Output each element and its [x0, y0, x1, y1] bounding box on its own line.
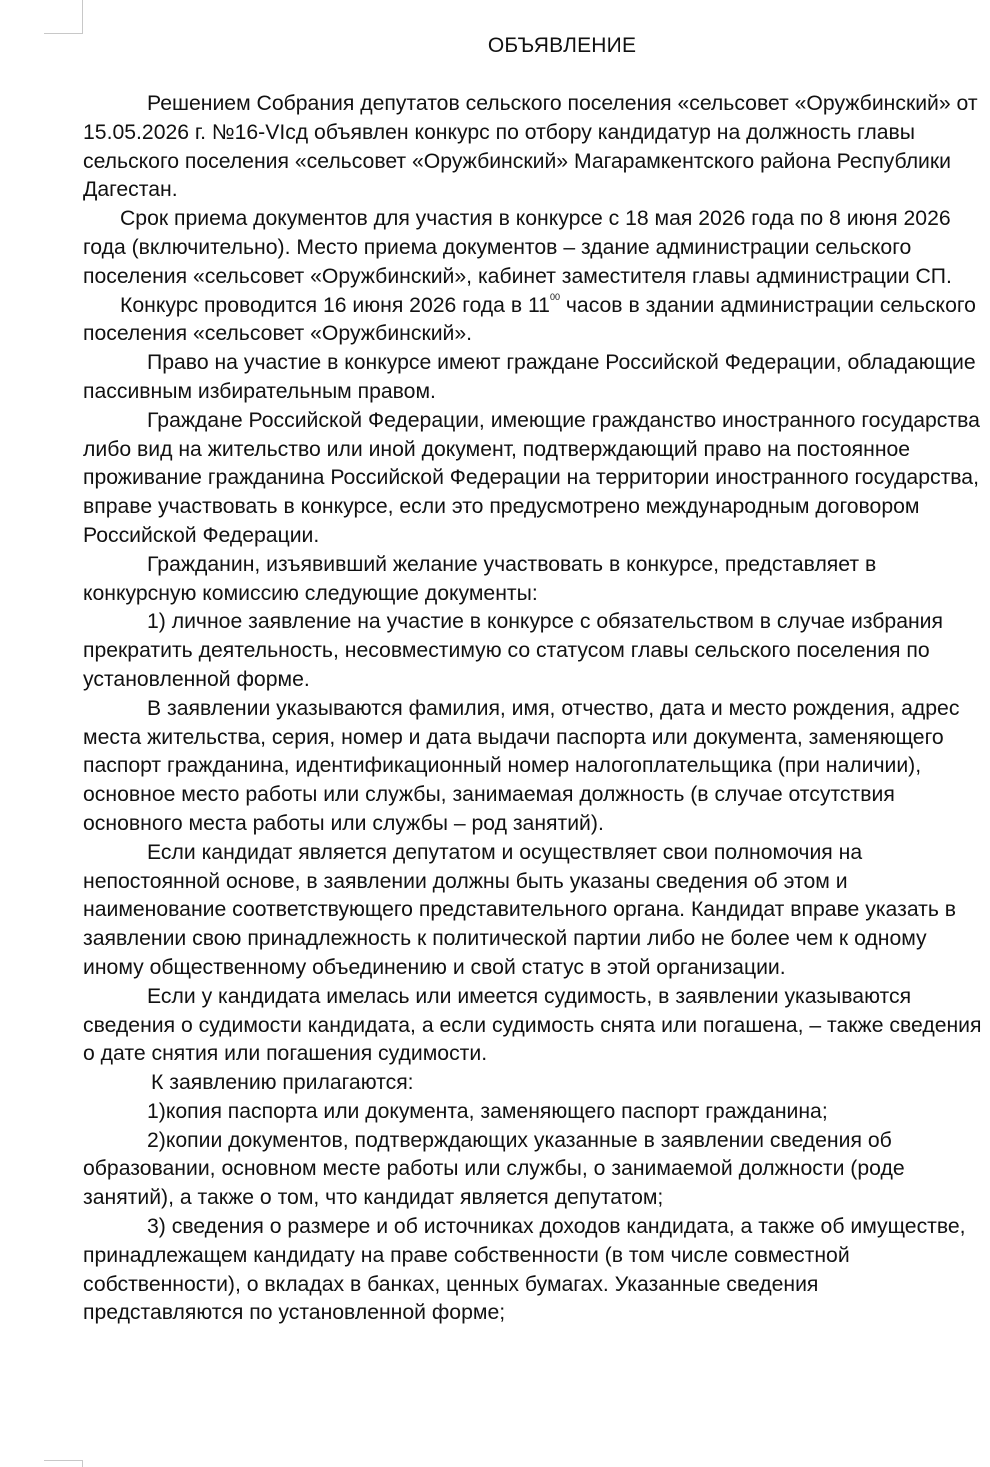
list-item-document-copies: 2)копии документов, подтверждающих указанные в заявлении сведения об образовании, основном месте работы или службы, о занимаемой должности (роде занятий), а также о том, что кандидат является депутатом;: [83, 1128, 905, 1210]
paragraph-application-contents: В заявлении указываются фамилия, имя, отчество, дата и место рождения, адрес места жительства, серия, номер и дата выдачи паспорта или документа, заменяющего паспорт гражданина, идентификационный номер налогоплательщика (при наличии), основное место работы или службы, занимаемая должность (в случае отсутствия основного места работы или службы – род занятий).: [83, 696, 960, 835]
contest-place-text: часов в здании администрации сельского поселения «сельсовет «Оружбинский».: [83, 293, 976, 346]
paragraph-required-documents: Гражданин, изъявивший желание участвовать в конкурсе, представляет в конкурсную комиссию следующие документы:: [83, 552, 877, 605]
paragraph-contest-date: [83, 292, 983, 350]
contest-time-minutes: 00: [549, 291, 560, 302]
paragraph-eligibility: Право на участие в конкурсе имеют граждане Российской Федерации, обладающие пассивным избирательным правом.: [83, 351, 976, 403]
list-item-passport-copy: 1)копия паспорта или документа, заменяющего паспорт гражданина;: [147, 1099, 828, 1123]
document-title: ОБЪЯВЛЕНИЕ: [487, 34, 637, 57]
crop-mark-bottom-left-vertical: [82, 1460, 83, 1467]
document-body: [83, 90, 983, 1328]
list-item-application: 1) личное заявление на участие в конкурсе с обязательством в случае избрания прекратить деятельность, несовместимую со статусом главы сельского поселения по установленной форме.: [83, 610, 943, 691]
paragraph-foreign-citizenship: Граждане Российской Федерации, имеющие гражданство иностранного государства либо вид на жительство или иной документ, подтверждающий право на постоянное проживание гражданина Российской Федерации на территории иностранного государства, вправе участвовать в конкурсе, если это предусмотрено международным договором Российской Федерации.: [83, 408, 980, 547]
contest-date-text: Конкурс проводится 16 июня 2026 года в 11: [120, 293, 550, 317]
paragraph-document-deadline: Срок приема документов для участия в конкурсе с 18 мая 2026 года по 8 июня 2026 года (включительно). Место приема документов – здание администрации сельского поселения «сельсовет «Оружбинский», кабинет заместителя главы администрации СП.: [83, 207, 952, 288]
crop-mark-bottom-left-horizontal: [44, 1460, 83, 1461]
list-item-income-info: 3) сведения о размере и об источниках доходов кандидата, а также об имуществе, принадлежащем кандидату на праве собственности (в том числе совместной собственности), о вкладах в банках, ценных бумагах. Указанные сведения представляются по установленной форме;: [83, 1215, 966, 1325]
crop-mark-top-left-vertical: [82, 0, 83, 33]
paragraph-attachments-heading: К заявлению прилагаются:: [151, 1071, 414, 1095]
paragraph-decision: Решением Собрания депутатов сельского поселения «сельсовет «Оружбинский» от 15.05.2026 г. №16-VIсд объявлен конкурс по отбору кандидатур на должность главы сельского поселения «сельсовет «Оружбинский» Магарамкентского района Республики Дагестан.: [83, 92, 978, 202]
paragraph-criminal-record: Если у кандидата имелась или имеется судимость, в заявлении указываются сведения о судимости кандидата, а если судимость снята или погашена, – также сведения о дате снятия или погашения судимости.: [83, 984, 982, 1066]
paragraph-deputy-info: Если кандидат является депутатом и осуществляет свои полномочия на непостоянной основе, в заявлении должны быть указаны сведения об этом и наименование соответствующего представительного органа. Кандидат вправе указать в заявлении свою принадлежность к политической партии либо не более чем к одному иному общественному объединению и свой статус в этой организации.: [83, 840, 957, 979]
